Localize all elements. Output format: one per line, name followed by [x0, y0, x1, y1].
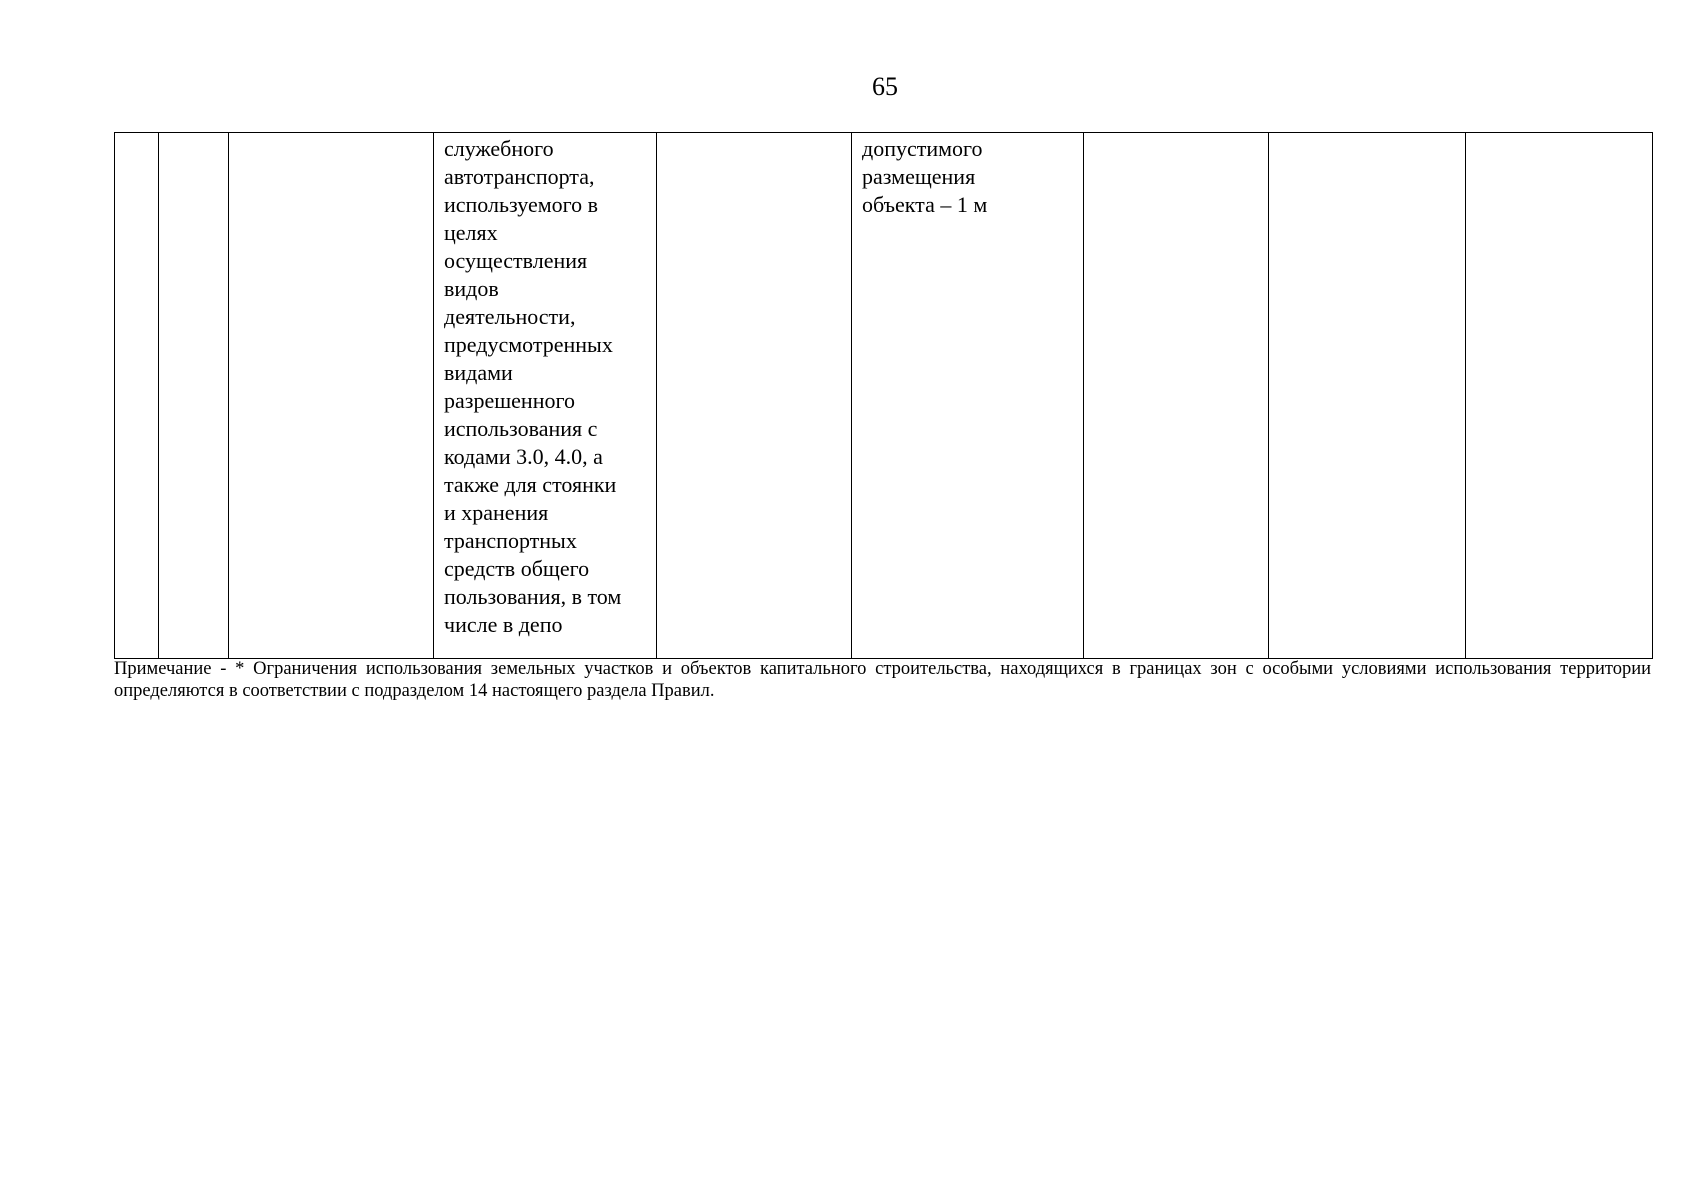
footnote-note: Примечание - * Ограничения использования земельных участков и объектов капитального строительства, находящихся в границах зон с особыми условиями использования территории определяются в соответствии с подразделом 14 настоящего раздела Правил. — [114, 659, 1651, 701]
table-cell-2 — [159, 133, 229, 659]
table-cell-permitted-use-description: служебного автотранспорта, используемого в целях осуществления видов деятельности, предусмотренных видами разрешенного использования с кодами 3.0, 4.0, а также для стоянки и хранения транспортных средств общего пользования, в том числе в депо — [434, 133, 657, 659]
table-cell-7 — [1084, 133, 1269, 659]
table-cell-9 — [1466, 133, 1653, 659]
table-cell-8 — [1269, 133, 1466, 659]
table-cell-5 — [657, 133, 852, 659]
regulations-table — [114, 132, 1653, 659]
table-cell-3 — [229, 133, 434, 659]
table-cell-1 — [115, 133, 159, 659]
table-cell-setback-parameter: допустимого размещения объекта – 1 м — [852, 133, 1084, 659]
table-row — [115, 133, 1653, 659]
page-number: 65 — [872, 72, 898, 101]
